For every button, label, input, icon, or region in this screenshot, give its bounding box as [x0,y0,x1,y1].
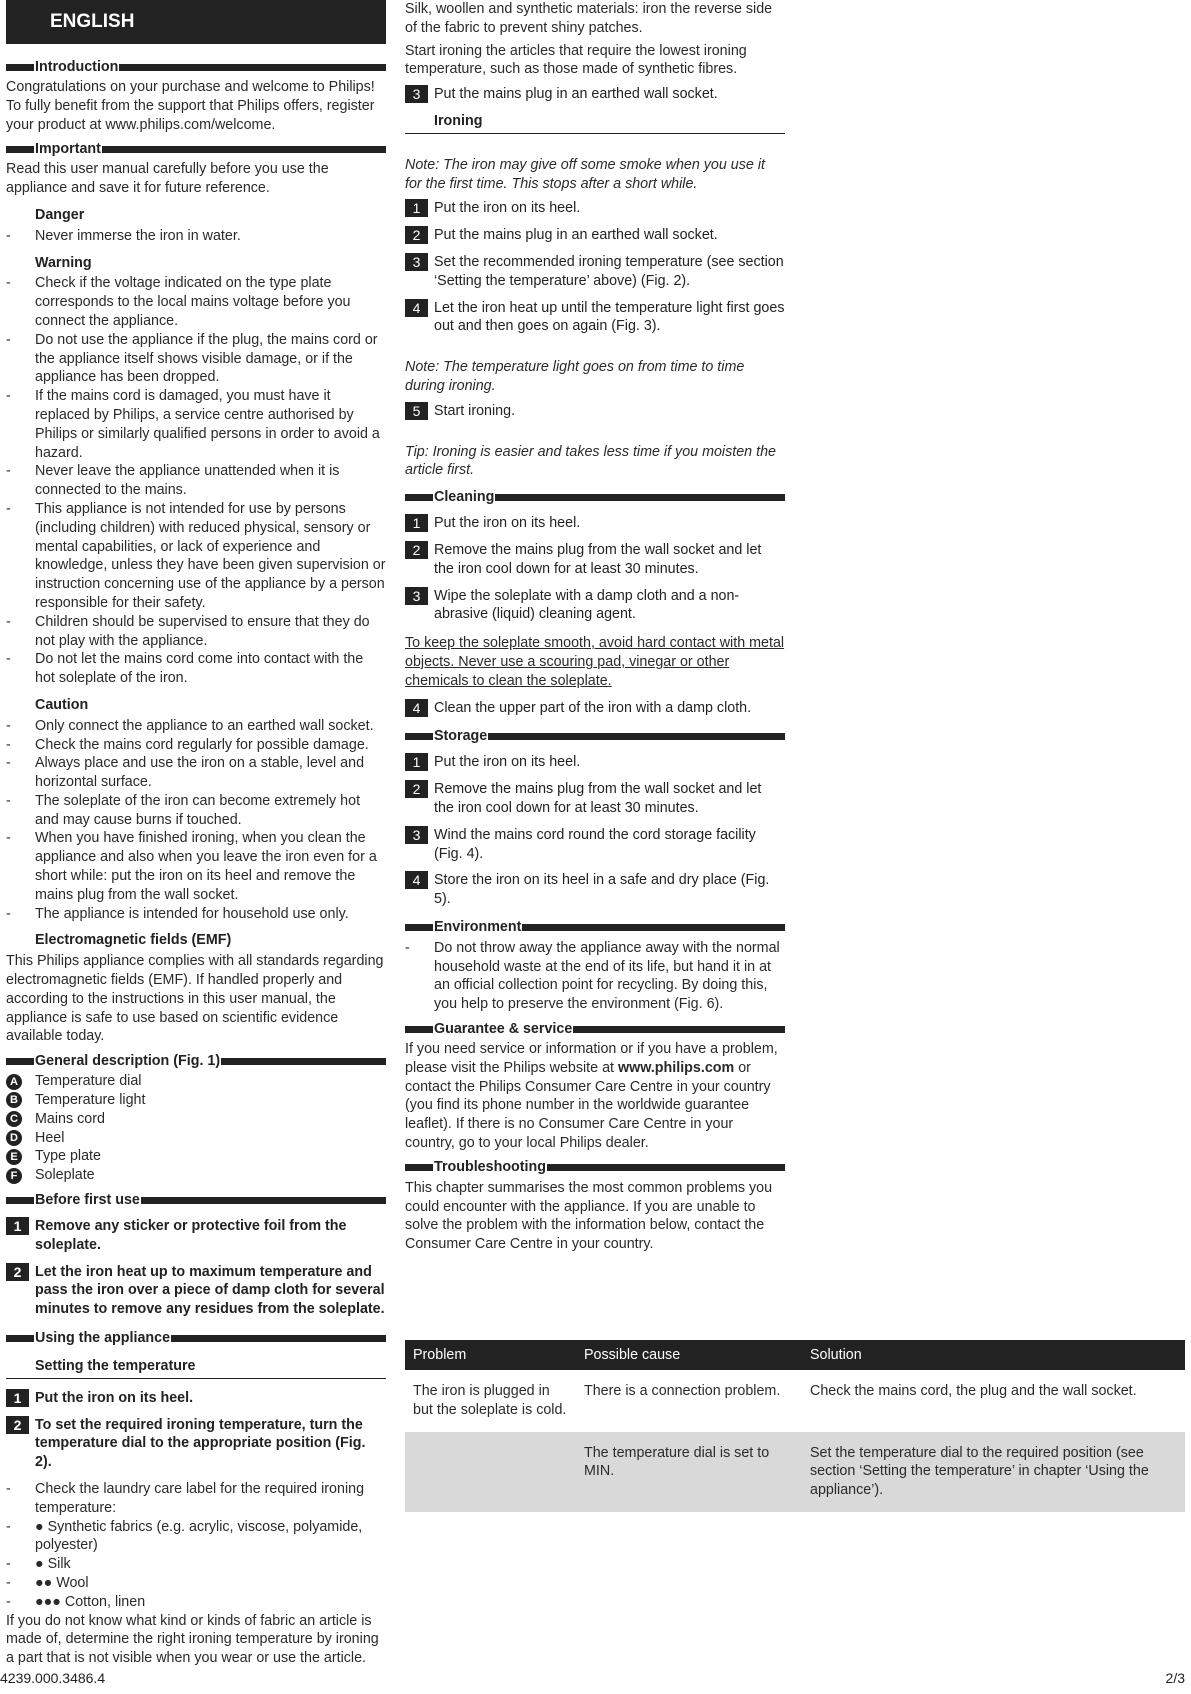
step-text: Put the iron on its heel. [434,200,581,217]
section-title: Environment [434,919,522,936]
important-text: Read this user manual carefully before you use the appliance and save it for future reference. [6,161,329,197]
section-title: Important [35,140,101,157]
column-middle [405,0,785,1258]
section-title: Before first use [35,1191,140,1208]
letter-badge: C [6,1111,22,1127]
step-text: Put the iron on its heel. [434,754,581,771]
section-title: Introduction [35,58,119,75]
step-item [405,587,785,625]
section-header-introduction [6,56,386,78]
list-item: - Never leave the appliance unattended when it is connected to the mains. [6,462,386,500]
step-number: 4 [405,871,428,889]
part-label: Temperature dial [35,1073,142,1090]
step-item [405,699,785,718]
step-item [405,253,785,291]
step-text: Put the iron on its heel. [35,1389,194,1406]
list-item: - Do not let the mains cord come into contact with the hot soleplate of the iron. [6,650,386,688]
list-item [6,1166,386,1185]
ironing-tip: Tip: Ironing is easier and takes less time if you moisten the article first. [405,443,776,479]
section-header-important [6,138,386,160]
before-steps [6,1217,386,1319]
section-header-guarantee [405,1018,785,1040]
section-header-using-the-appliance [6,1327,386,1349]
section-bar-left [405,1164,433,1171]
section-bar-left [405,924,433,931]
list-item: - ●● Wool [6,1574,386,1593]
section-bar-right [522,924,785,931]
section-bar-right [102,146,386,153]
step-number: 5 [405,402,428,420]
step-item [405,753,785,772]
part-label: Temperature light [35,1092,146,1109]
list-item: - Never immerse the iron in water. [6,227,386,246]
list-item: - Do not use the appliance if the plug, the mains cord or the appliance itself shows visible damage, or if the appliance has been dropped. [6,331,386,387]
step-text: Put the iron on its heel. [434,515,581,532]
section-bar-left [6,146,34,153]
section-header-cleaning [405,486,785,508]
step-item [405,199,785,218]
list-item: - The soleplate of the iron can become extremely hot and may cause burns if touched. [6,792,386,830]
section-bar-right [141,1197,386,1204]
step-text: Wind the mains cord round the cord storage facility (Fig. 4). [434,826,756,862]
ironing-title: Ironing [405,112,785,134]
list-item: - Children should be supervised to ensure that they do not play with the appliance. [6,613,386,651]
start-paragraph: Start ironing the articles that require the lowest ironing temperature, such as those made of synthetic fibres. [405,42,747,78]
table-cell: The temperature dial is set to MIN. [576,1432,802,1512]
section-title: Guarantee & service [434,1020,573,1037]
section-header-before-first-use [6,1189,386,1211]
emf-title: Electromagnetic fields (EMF) [35,932,232,949]
step-item [405,299,785,337]
section-bar-right [495,494,785,501]
step-number: 1 [405,199,428,217]
table-header-row [405,1340,1185,1370]
section-bar-right [488,733,785,740]
list-item: - Only connect the appliance to an earthed wall socket. [6,717,386,736]
section-bar-left [405,1026,433,1033]
step-item [405,514,785,533]
table-row [405,1432,1185,1512]
table-cell: The iron is plugged in but the soleplate is cold. [413,1383,567,1418]
section-header-troubleshooting [405,1157,785,1179]
step-text: Store the iron on its heel in a safe and dry place (Fig. 5). [434,872,770,908]
ironing-step-5 [405,402,785,421]
step-item [405,871,785,909]
step-number: 1 [6,1217,29,1235]
danger-list [6,227,386,246]
step-text: Let the iron heat up to maximum temperature and pass the iron over a piece of damp cloth for several minutes to remove any residues from the soleplate. [35,1263,385,1318]
part-label: Soleplate [35,1167,95,1184]
section-bar-right [573,1026,785,1033]
step-number: 2 [405,780,428,798]
guarantee-text [405,1040,785,1153]
step-number: 1 [405,753,428,771]
step-item [6,1217,386,1255]
header-cause: Possible cause [576,1340,802,1370]
introduction-text: Congratulations on your purchase and welcome to Philips! To fully benefit from the support that Philips offers, register your product at www.philips.com/welcome. [6,79,375,133]
step-item [405,541,785,579]
step-number: 1 [6,1389,29,1407]
part-label: Type plate [35,1148,101,1165]
step-number: 1 [405,514,428,532]
philips-website-link[interactable]: www.philips.com [617,1059,735,1076]
list-item [6,1110,386,1129]
warning-list [6,274,386,688]
table-cell: Set the temperature dial to the required position (see section ‘Setting the temperature’ in chapter ‘Using the appliance’). [802,1432,1185,1512]
step-text: Let the iron heat up until the temperature light first goes out and then goes on again (Fig. 3). [434,299,785,335]
step-item [405,402,785,421]
using-step-3 [405,85,785,104]
section-header-environment [405,917,785,939]
step-number: 2 [405,226,428,244]
step-text: Remove the mains plug from the wall socket and let the iron cool down for at least 30 minutes. [434,781,762,816]
section-bar-left [6,1058,34,1065]
step-number: 4 [405,699,428,717]
list-item: - ● Silk [6,1555,386,1574]
letter-badge: F [6,1168,22,1184]
letter-badge: B [6,1092,22,1108]
step-number: 3 [405,85,428,103]
soleplate-warning: To keep the soleplate smooth, avoid hard contact with metal objects. Never use a scouring pad, vinegar or other chemicals to clean the soleplate. [405,635,785,689]
section-title: Storage [434,727,488,744]
guarantee-text-start: If you need service or information or if you have a problem, please visit the Philips website at [405,1041,778,1076]
setting-steps [6,1389,386,1472]
step-item [405,780,785,818]
section-bar-right [119,64,386,71]
part-label: Heel [35,1129,65,1146]
step-text: Start ironing. [434,402,516,419]
step-item [6,1389,386,1408]
fabric-list [6,1480,386,1612]
letter-badge: A [6,1074,22,1090]
section-bar-right [547,1164,785,1171]
step-number: 3 [405,826,428,844]
step-text: Put the mains plug in an earthed wall socket. [434,86,718,103]
fabric-paragraph: If you do not know what kind or kinds of fabric an article is made of, determine the right ironing temperature by ironing a part that is not visible when you wear or use the article. [6,1612,379,1667]
troubleshooting-table [405,1340,1185,1512]
parts-list [6,1072,386,1185]
storage-steps [405,753,785,909]
emf-text: This Philips appliance complies with all standards regarding electromagnetic fields (EMF). If handled properly and according to the instructions in this user manual, the appliance is safe to use based on scientific evidence available today. [6,953,384,1045]
step-text: To set the required ironing temperature, turn the temperature dial to the appropriate position (Fig. 2). [35,1416,366,1471]
header-solution: Solution [802,1340,1185,1370]
section-title: Cleaning [434,488,495,505]
step-item [405,826,785,864]
section-title: Using the appliance [35,1329,171,1346]
ironing-steps [405,199,785,336]
caution-list [6,717,386,924]
step-number: 2 [405,541,428,559]
silk-paragraph: Silk, woollen and synthetic materials: iron the reverse side of the fabric to prevent shiny patches. [405,1,773,36]
ironing-note: Note: The iron may give off some smoke when you use it for the first time. This stops after a short while. [405,156,765,192]
table-cell: Check the mains cord, the plug and the wall socket. [810,1383,1137,1399]
section-header-storage [405,725,785,747]
step-item [405,85,785,104]
cleaning-step-4 [405,699,785,718]
section-bar-left [405,494,433,501]
list-item: - Check the laundry care label for the required ironing temperature: [6,1480,386,1518]
column-left [6,0,386,1672]
step-number: 4 [405,299,428,317]
section-bar-left [405,733,433,740]
cleaning-steps [405,514,785,624]
step-text: Remove the mains plug from the wall socket and let the iron cool down for at least 30 minutes. [434,541,762,577]
list-item: - When you have finished ironing, when you clean the appliance and also when you leave the iron even for a short while: put the iron on its heel and remove the mains plug from the wall socket. [6,829,386,904]
language-header: ENGLISH [6,0,386,44]
section-title: Troubleshooting [434,1159,546,1176]
setting-temperature-title: Setting the temperature [6,1357,386,1379]
step-number: 2 [6,1416,29,1434]
part-label: Mains cord [35,1110,105,1127]
step-text: Wipe the soleplate with a damp cloth and a non-abrasive (liquid) cleaning agent. [434,587,740,623]
section-bar-left [6,64,34,71]
letter-badge: D [6,1130,22,1146]
step-text: Set the recommended ironing temperature (see section ‘Setting the temperature’ above) (Fig. 2). [434,253,784,289]
list-item: - Check if the voltage indicated on the type plate corresponds to the local mains voltage before you connect the appliance. [6,274,386,330]
list-item: - Check the mains cord regularly for possible damage. [6,736,386,755]
list-item [6,1147,386,1166]
step-item [6,1416,386,1472]
table-cell [405,1432,576,1512]
list-item [6,1072,386,1091]
list-item: - ● Synthetic fabrics (e.g. acrylic, viscose, polyamide, polyester) [6,1518,386,1556]
troubleshooting-table-wrap [405,1340,1185,1512]
step-number: 2 [6,1263,29,1281]
troubleshooting-text: This chapter summarises the most common problems you could encounter with the appliance. If you are unable to solve the problem with the information below, contact the Consumer Care Centre in your country. [405,1179,773,1253]
section-title: General description (Fig. 1) [35,1052,221,1069]
warning-title: Warning [35,254,92,271]
list-item: - Always place and use the iron on a stable, level and horizontal surface. [6,754,386,792]
list-item: - If the mains cord is damaged, you must have it replaced by Philips, a service centre authorised by Philips or similarly qualified persons in order to avoid a hazard. [6,387,386,462]
header-problem: Problem [405,1340,576,1370]
list-item: - Do not throw away the appliance away with the normal household waste at the end of its life, but hand it in at an official collection point for recycling. By doing this, you help to preserve the environment (Fig. 6). [405,939,785,1014]
section-bar-left [6,1197,34,1204]
table-row [405,1370,1185,1432]
list-item [6,1091,386,1110]
environment-list [405,939,785,1014]
list-item: - ●●● Cotton, linen [6,1593,386,1612]
list-item: - This appliance is not intended for use by persons (including children) with reduced physical, sensory or mental capabilities, or lack of experience and knowledge, unless they have been given supervision or instruction concerning use of the appliance by a person responsible for their safety. [6,500,386,613]
danger-title: Danger [35,206,85,223]
step-number: 3 [405,587,428,605]
caution-title: Caution [35,696,89,713]
section-header-general-description [6,1050,386,1072]
step-item [405,226,785,245]
step-item [6,1263,386,1319]
guarantee-text-end: or contact the Philips Consumer Care Centre in your country (you find its phone number in the worldwide guarantee leaflet). If there is no Consumer Care Centre in your country, go to your local Philips dealer. [405,1059,771,1152]
list-item [6,1129,386,1148]
step-text: Remove any sticker or protective foil from the soleplate. [35,1218,347,1253]
section-bar-left [6,1335,34,1342]
letter-badge: E [6,1149,22,1165]
page-number: 2/3 [1165,1670,1185,1686]
list-item: - The appliance is intended for household use only. [6,905,386,924]
temperature-note: Note: The temperature light goes on from time to time during ironing. [405,359,745,394]
section-bar-right [171,1335,386,1342]
document-code: 4239.000.3486.4 [0,1670,106,1686]
step-text: Clean the upper part of the iron with a damp cloth. [434,699,752,716]
step-number: 3 [405,253,428,271]
section-bar-right [221,1058,386,1065]
table-cell: There is a connection problem. [584,1383,781,1399]
step-text: Put the mains plug in an earthed wall socket. [434,227,718,244]
